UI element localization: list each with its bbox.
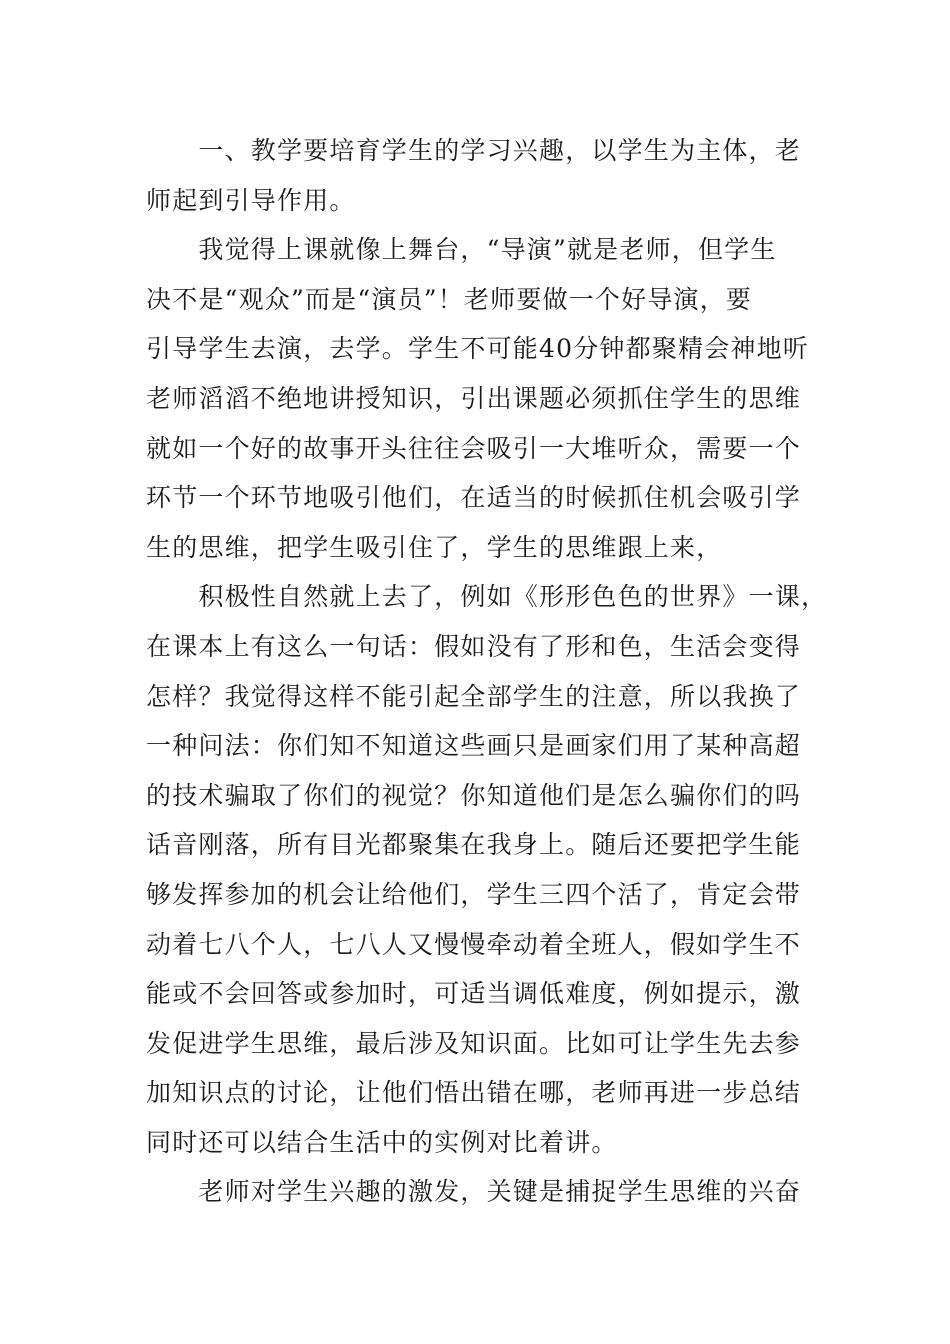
paragraph-1 xyxy=(146,126,806,225)
text-line: 引导学生去演，去学。学生不可能40分钟都聚精会神地听 xyxy=(146,334,810,364)
paragraph-2 xyxy=(146,225,810,572)
text-line: 老师滔滔不绝地讲授知识，引出课题必须抓住学生的思维 xyxy=(146,383,802,413)
text-line: 决不是“观众”而是“演员”！老师要做一个好导演，要 xyxy=(146,284,753,314)
text-line: 话音刚落，所有目光都聚集在我身上。随后还要把学生能 xyxy=(146,830,802,860)
text-line: 的技术骗取了你们的视觉？你知道他们是怎么骗你们的吗 xyxy=(146,780,802,810)
paragraph-4 xyxy=(146,1167,806,1217)
text-line: 环节一个环节地吸引他们，在适当的时候抓住机会吸引学 xyxy=(146,483,802,513)
text-line: 我觉得上课就像上舞台，“导演”就是老师，但学生 xyxy=(146,235,777,265)
text-line: 能或不会回答或参加时，可适当调低难度，例如提示，激 xyxy=(146,979,802,1009)
text-line: 在课本上有这么一句话：假如没有了形和色，生活会变得 xyxy=(146,631,802,661)
text-line: 积极性自然就上去了，例如《形形色色的世界》一课， xyxy=(146,582,828,612)
paragraph-3 xyxy=(146,572,828,1167)
text-line: 老师对学生兴趣的激发，关键是捕捉学生思维的兴奋 xyxy=(146,1177,802,1207)
text-line: 够发挥参加的机会让给他们，学生三四个活了，肯定会带 xyxy=(146,879,802,909)
text-line: 一、教学要培育学生的学习兴趣，以学生为主体，老 xyxy=(146,136,802,165)
text-line: 动着七八个人，七八人又慢慢牵动着全班人，假如学生不 xyxy=(146,929,802,959)
body-text xyxy=(146,126,828,1217)
text-line: 加知识点的讨论，让他们悟出错在哪，老师再进一步总结 xyxy=(146,1078,802,1108)
text-line: 就如一个好的故事开头往往会吸引一大堆听众，需要一个 xyxy=(146,433,802,463)
text-line: 师起到引导作用。 xyxy=(146,185,356,215)
text-line: 生的思维，把学生吸引住了，学生的思维跟上来， xyxy=(146,532,723,562)
text-line: 同时还可以结合生活中的实例对比着讲。 xyxy=(146,1127,618,1157)
text-line: 一种问法：你们知不知道这些画只是画家们用了某种高超 xyxy=(146,731,802,761)
text-line: 怎样？我觉得这样不能引起全部学生的注意，所以我换了 xyxy=(146,681,802,711)
text-line: 发促进学生思维，最后涉及知识面。比如可让学生先去参 xyxy=(146,1028,802,1058)
